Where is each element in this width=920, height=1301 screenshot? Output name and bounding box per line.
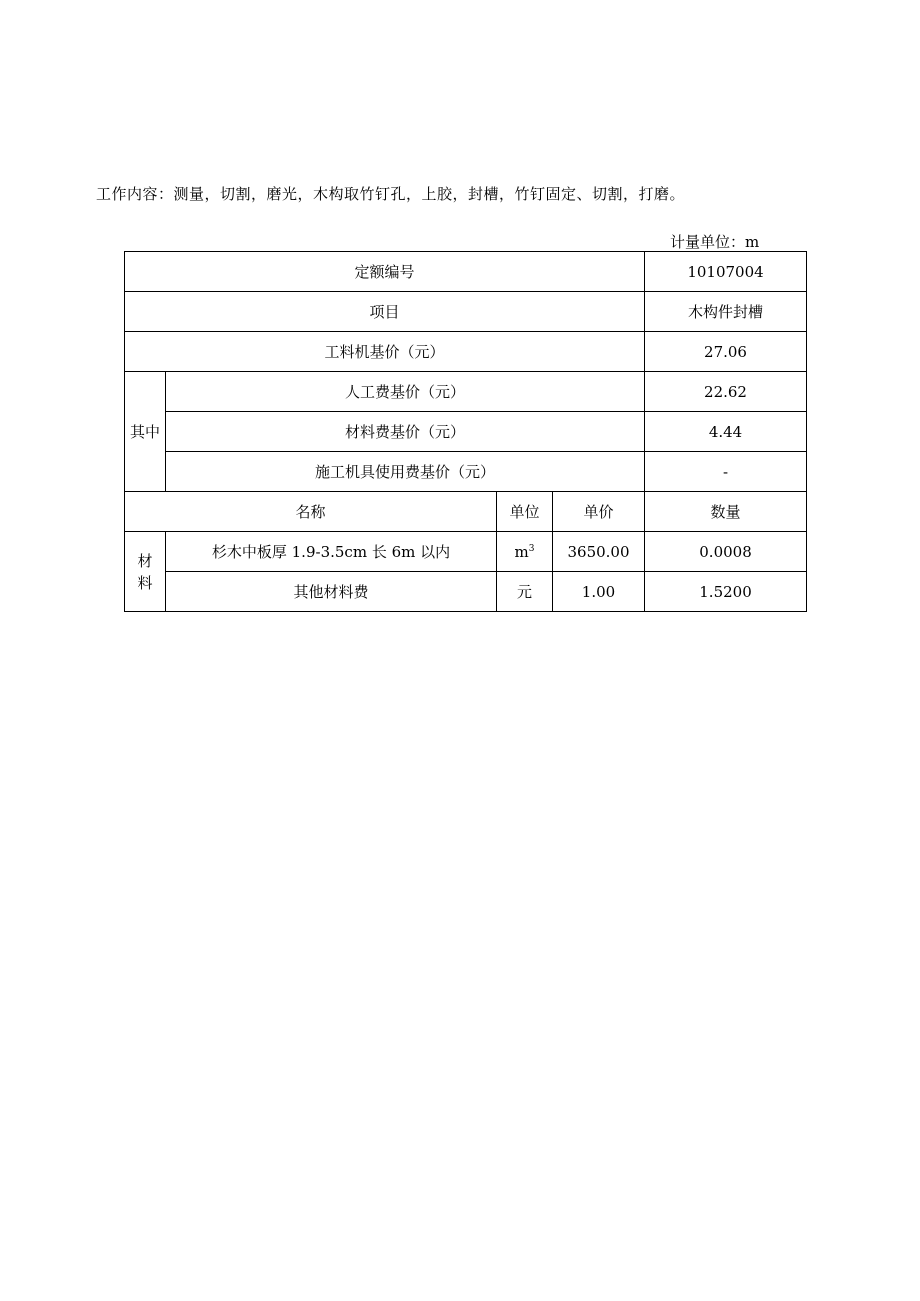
material-unit: 元 — [497, 572, 553, 612]
measure-unit: 计量单位：m — [670, 233, 760, 251]
col-unit: 单位 — [497, 492, 553, 532]
material-name: 其他材料费 — [166, 572, 497, 612]
code-label: 定额编号 — [125, 252, 645, 292]
material-price: 3650.00 — [553, 532, 645, 572]
material-cost-value: 4.44 — [645, 412, 807, 452]
machine-value: - — [645, 452, 807, 492]
table-row — [125, 292, 807, 332]
material-cost-label: 材料费基价（元） — [166, 412, 645, 452]
code-value: 10107004 — [645, 252, 807, 292]
table-row — [125, 332, 807, 372]
table-row — [125, 412, 807, 452]
table-header-row — [125, 492, 807, 532]
table-row — [125, 452, 807, 492]
base-price-label: 工料机基价（元） — [125, 332, 645, 372]
col-name: 名称 — [125, 492, 497, 532]
machine-label: 施工机具使用费基价（元） — [166, 452, 645, 492]
col-price: 单价 — [553, 492, 645, 532]
table-row — [125, 532, 807, 572]
table-row — [125, 572, 807, 612]
material-qty: 0.0008 — [645, 532, 807, 572]
material-group-char: 料 — [137, 573, 153, 592]
material-group-char: 材 — [137, 551, 153, 570]
material-group-label — [125, 532, 166, 612]
col-qty: 数量 — [645, 492, 807, 532]
labor-value: 22.62 — [645, 372, 807, 412]
item-label: 项目 — [125, 292, 645, 332]
material-qty: 1.5200 — [645, 572, 807, 612]
material-price: 1.00 — [553, 572, 645, 612]
table-row — [125, 252, 807, 292]
table-row — [125, 372, 807, 412]
material-unit: $m^3$ — [497, 532, 553, 572]
quota-table — [124, 251, 807, 612]
labor-label: 人工费基价（元） — [166, 372, 645, 412]
base-price-value: 27.06 — [645, 332, 807, 372]
item-value: 木构件封槽 — [645, 292, 807, 332]
among-label: 其中 — [125, 372, 166, 492]
material-name: 杉木中板厚 1.9-3.5cm 长 6m 以内 — [166, 532, 497, 572]
work-content: 工作内容：测量，切割，磨光，木构取竹钉孔，上胶，封槽，竹钉固定、切割，打磨。 — [96, 185, 686, 203]
